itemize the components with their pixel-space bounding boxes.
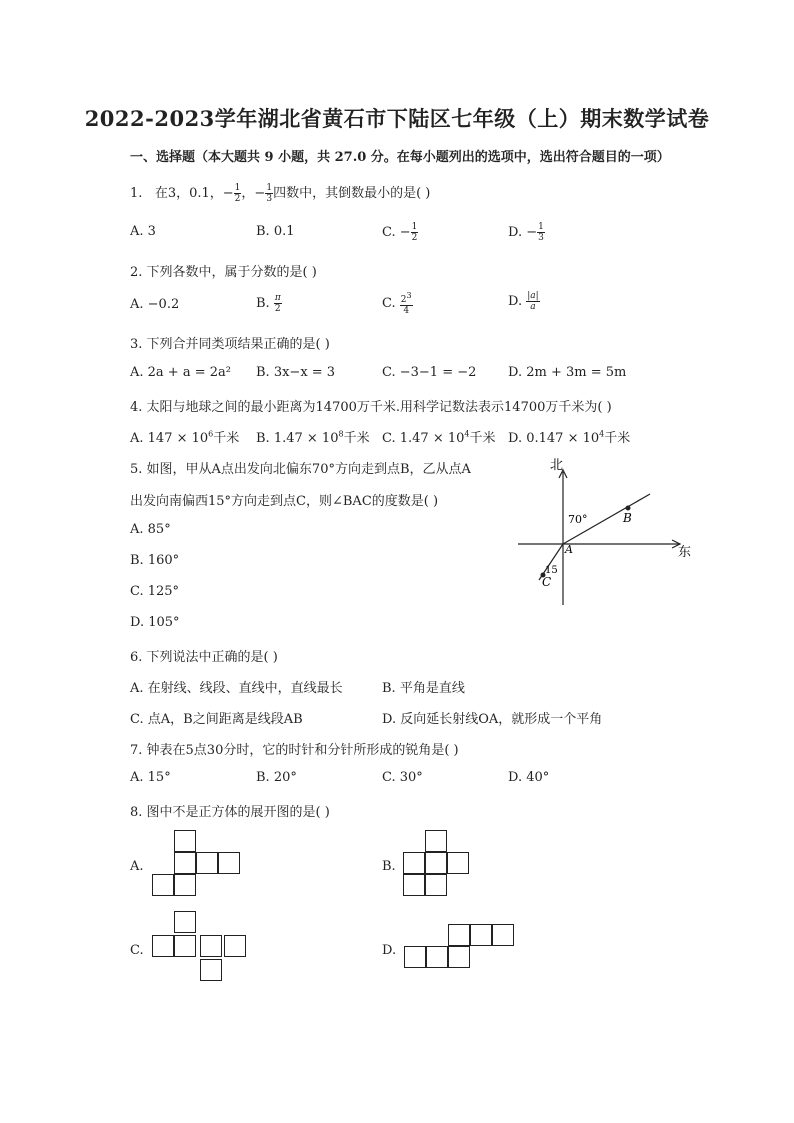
q6-option-b: B. 平角是直线 — [382, 681, 465, 696]
east-label: 东 — [678, 545, 692, 560]
q4-option-d: D. $0.147 \times 10^4$千米 — [508, 429, 631, 446]
q5-option-b: B. 160° — [130, 553, 180, 568]
section-heading: 一、选择题（本大题共 9 小题，共 27.0 分。在每小题列出的选项中，选出符合题目的一项） — [130, 150, 670, 165]
q6-option-a: A. 在射线、线段、直线中，直线最长 — [130, 681, 343, 696]
q6-option-d: D. 反向延长射线OA，就形成一个平角 — [382, 712, 603, 727]
q2-option-d: D. $\frac{|a|}{a}$ — [508, 291, 539, 312]
q7-option-b: B. 20° — [256, 770, 297, 785]
question-3: 3. 下列合并同类项结果正确的是( ) — [130, 337, 330, 352]
q2-option-c: C. $\frac{2^3}{4}$ — [382, 291, 412, 316]
q6-option-c: C. 点A，B之间距离是线段AB — [130, 712, 303, 727]
question-7: 7. 钟表在5点30分时，它的时针和分针所形成的锐角是( ) — [130, 743, 459, 758]
north-label: 北 — [550, 458, 564, 473]
q1-option-b: B. 0.1 — [256, 224, 295, 239]
point-a-label: A — [565, 543, 573, 556]
fraction: $\frac{1}{3}$ — [266, 183, 273, 204]
point-b-label: B — [623, 511, 632, 525]
q8-option-c: C. — [130, 943, 144, 958]
q8-option-b: B. — [382, 859, 396, 874]
q3-option-c: C. −3−1 = −2 — [382, 365, 477, 380]
q1-option-a: A. 3 — [130, 224, 156, 239]
question-5-line-2: 出发向南偏西15°方向走到点C，则∠BAC的度数是( ) — [130, 494, 439, 509]
page-title: 2022-2023学年湖北省黄石市下陆区七年级（上）期末数学试卷 — [84, 106, 710, 131]
angle-15-label: 15 — [545, 565, 558, 576]
question-4: 4. 太阳与地球之间的最小距离为14700万千米.用科学记数法表示14700万千米为( ) — [130, 400, 612, 415]
point-c-label: C — [542, 575, 552, 589]
q2-option-b: B. $\frac{\pi}{2}$ — [256, 293, 281, 314]
q4-option-c: C. $1.47 \times 10^4$千米 — [382, 429, 496, 446]
q3-option-d: D. 2m + 3m = 5m — [508, 365, 627, 380]
question-8: 8. 图中不是正方体的展开图的是( ) — [130, 805, 330, 820]
q4-option-a: A. $147 \times 10^6$千米 — [130, 429, 240, 446]
q8-option-a: A. — [130, 859, 144, 874]
q5-option-c: C. 125° — [130, 584, 180, 599]
q1-option-c: C. − $\frac{1}{2}$ — [382, 222, 418, 243]
point-b — [626, 506, 631, 511]
q5-option-a: A. 85° — [130, 522, 171, 537]
question-5-line-1: 5. 如图，甲从A点出发向北偏东70°方向走到点B，乙从点A — [130, 462, 471, 477]
angle-70-label: 70° — [568, 513, 588, 526]
question-2: 2. 下列各数中，属于分数的是( ) — [130, 265, 317, 280]
q7-option-a: A. 15° — [130, 770, 171, 785]
question-6: 6. 下列说法中正确的是( ) — [130, 650, 278, 665]
q3-option-a: A. 2a + a = 2a² — [130, 365, 231, 380]
direction-diagram — [510, 450, 700, 610]
q4-option-b: B. $1.47 \times 10^8$千米 — [256, 429, 370, 446]
q7-option-d: D. 40° — [508, 770, 550, 785]
question-1: 1. 在3，0.1，− $\frac{1}{2}$ ，− $\frac{1}{3}$ 四数中，其倒数最小的是( ) — [130, 183, 431, 204]
q2-option-a: A. −0.2 — [130, 297, 180, 312]
q1-option-d: D. − $\frac{1}{3}$ — [508, 222, 544, 243]
q8-option-d: D. — [382, 943, 397, 958]
q7-option-c: C. 30° — [382, 770, 423, 785]
fraction: $\frac{1}{2}$ — [234, 183, 241, 204]
q3-option-b: B. 3x−x = 3 — [256, 365, 336, 380]
q5-option-d: D. 105° — [130, 615, 180, 630]
